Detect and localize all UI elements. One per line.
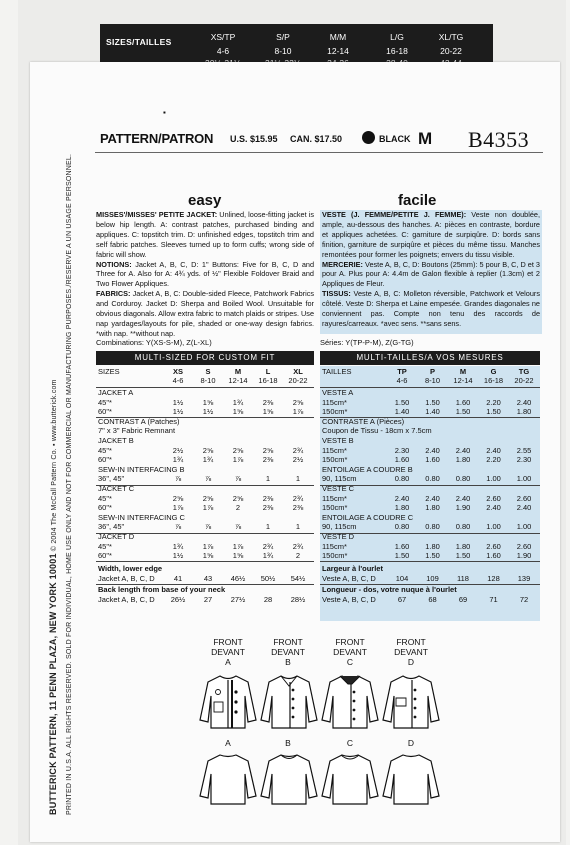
table-cell: 1.90: [455, 503, 471, 513]
fabrics-text: Jacket A, B, C: Double-sided Fleece, Patchwork Fabrics and Corduroy. Jacket D: Sherpa and Boiled Wool. Unsuitable for obvious diagonals. Allow extra fabric to match plaids or stripes. Use nap yardages/layouts for pile, shaded or one-way design fabrics. *with nap. **without nap.: [96, 289, 314, 338]
description-fr: [320, 210, 542, 334]
table-cell: 2.55: [516, 445, 532, 455]
table-cell: 1½: [172, 407, 184, 417]
table-row-label: Coupon de Tissu - 18cm x 7.5cm: [322, 426, 432, 436]
table-cell: 1¾: [232, 397, 244, 407]
tissus-label: TISSUS:: [322, 289, 351, 299]
table-cell: 2⅝: [232, 493, 244, 503]
table-cell: 1.80: [394, 503, 410, 513]
table-cell: 1½: [202, 407, 214, 417]
table-cell: 1.90: [516, 551, 532, 561]
table-cell: 1: [265, 522, 271, 532]
devant-label: DEVANT: [271, 647, 305, 657]
size-column-header: XL: [293, 367, 303, 376]
table-row-label: ENTOILAGE A COUDRE C: [322, 512, 414, 522]
table-row-label: 7" x 3" Fabric Remnant: [98, 426, 176, 436]
back-length-label: Longueur - dos, votre nuque à l'ourlet: [322, 584, 457, 594]
table-cell: 2⅝: [202, 445, 214, 455]
table-row-label: 115cm*: [322, 541, 347, 551]
table-cell: 1.50: [455, 551, 471, 561]
table-cell: 1.40: [425, 407, 440, 417]
table-row-label: JACKET C: [98, 484, 135, 493]
jacket-a-front-illustration: [196, 672, 260, 732]
description-en: [96, 210, 314, 339]
table-cell: 2¾: [292, 493, 304, 503]
table-cell: 2.20: [486, 455, 501, 465]
table-rule: [96, 561, 314, 562]
view-c-label: [320, 637, 380, 667]
table-cell: 2: [295, 551, 301, 561]
table-cell: ⅞: [174, 474, 182, 484]
difficulty-en: easy: [188, 192, 222, 209]
table-cell: 2.40: [455, 493, 471, 503]
table-cell: 1¾: [202, 455, 214, 465]
front-label: FRONT: [273, 637, 303, 647]
table-cell: 2.40: [394, 493, 410, 503]
fabrics-label: FABRICS:: [96, 289, 131, 299]
jacket-d-back-illustration: [379, 752, 443, 808]
table-cell: 1⅞: [202, 503, 214, 513]
side-legal-text: BUTTERICK PATTERN, 11 PENN PLAZA, NEW YORK 10001 © 2004 The McCall Pattern Co. ▪ www.butterick.com PRINTED IN U.S.A. ALL RIGHTS RESERVED. SOLD FOR INDIVIDUAL, HOME USE ONLY AND NOT FOR COMMERCIAL OR MANUFACTURING PURPOSES./RESERVE A UN USAGE PERSONNEL.: [48, 125, 73, 815]
table-row-label: SEW-IN INTERFACING C: [98, 512, 185, 522]
table-cell: 28: [263, 594, 273, 604]
back-length-label: Back length from base of your neck: [98, 584, 226, 594]
table-row-label: 115cm*: [322, 493, 347, 503]
yardage-table-en: [96, 366, 314, 621]
table-cell: 46½: [230, 573, 246, 583]
table-row-label: 60"*: [98, 503, 112, 513]
table-row-label: Jacket A, B, C, D: [98, 594, 155, 604]
size-column-header: L: [265, 367, 271, 376]
table-cell: 1.80: [425, 541, 440, 551]
size-strip-range: 20-22: [440, 46, 462, 56]
size-column-header: G: [490, 367, 497, 376]
notions-label: NOTIONS:: [96, 259, 132, 269]
table-cell: 1.00: [486, 474, 501, 484]
desc-text-en: Unlined, loose-fitting jacket is below hip length. A: contrast patches, purchased binding and appliques. C: topstitch trim. D: unfinished edges, topstitch trim and self fabric patches. Sleeves turned up to form cuffs; wrong side of fabric will show.: [96, 210, 315, 259]
table-row-label: 150cm*: [322, 503, 348, 513]
size-column-range: 20-22: [288, 376, 308, 385]
table-header-label: SIZES: [98, 367, 120, 376]
table-cell: 2⅜: [262, 493, 274, 503]
view-letter: A: [225, 657, 231, 667]
table-cell: 2.40: [486, 445, 501, 455]
table-cell: 1⅞: [232, 455, 244, 465]
table-cell: 1.00: [516, 522, 532, 532]
side-copyright: © 2004 The McCall Pattern Co.: [51, 448, 58, 552]
table-cell: 1.50: [394, 397, 410, 407]
table-cell: 2⅜: [262, 455, 274, 465]
view-letter: C: [346, 657, 354, 667]
table-cell: 28½: [290, 594, 306, 604]
side-notice: PRINTED IN U.S.A. ALL RIGHTS RESERVED. SOLD FOR INDIVIDUAL, HOME USE ONLY AND NOT FOR COMMERCIAL OR MANUFACTURING PURPOSES./RESERVE A UN USAGE PERSONNEL.: [66, 153, 73, 815]
table-cell: 139: [517, 573, 531, 583]
table-row-label: CONTRAST A (Patches): [98, 416, 180, 426]
table-cell: 2⅜: [262, 503, 274, 513]
jacket-c-front-illustration: [318, 672, 382, 732]
width-label: Width, lower edge: [98, 563, 163, 573]
table-cell: 67: [397, 594, 407, 604]
front-label: FRONT: [335, 637, 365, 647]
view-letter: B: [285, 657, 291, 667]
devant-label: DEVANT: [333, 647, 367, 657]
table-row-label: 115cm*: [322, 445, 347, 455]
jacket-a-back-illustration: [196, 752, 260, 808]
size-strip-name: S/P: [276, 32, 290, 42]
table-row-label: 60"*: [98, 407, 112, 417]
table-cell: 43: [203, 573, 213, 583]
yardage-table-fr: [320, 366, 540, 621]
table-cell: 1.60: [425, 455, 440, 465]
table-row-label: ENTOILAGE A COUDRE B: [322, 464, 413, 474]
table-row-label: Veste A, B, C, D: [322, 573, 376, 583]
size-column-header: P: [429, 367, 435, 376]
table-cell: 72: [519, 594, 529, 604]
table-row-label: 150cm*: [322, 455, 348, 465]
table-cell: 0.80: [425, 474, 440, 484]
table-cell: 2⅝: [202, 493, 214, 503]
color-label: BLACK: [379, 134, 411, 144]
table-cell: 128: [487, 573, 500, 583]
size-strip-range: 8-10: [274, 46, 292, 56]
yardage-banner-fr: MULTI-TAILLES/A VOS MESURES: [320, 351, 540, 365]
size-strip-range: 16-18: [386, 46, 408, 56]
table-row-label: 90, 115cm: [322, 474, 357, 484]
table-cell: 1¾: [262, 551, 274, 561]
devant-label: DEVANT: [394, 647, 428, 657]
table-cell: 2¾: [262, 541, 274, 551]
table-row-label: 150cm*: [322, 551, 348, 561]
size-strip-range: 12-14: [327, 46, 349, 56]
header-rule: [95, 152, 543, 153]
table-cell: 1⅞: [232, 541, 244, 551]
size-column-header: M: [459, 367, 467, 376]
table-cell: 1⅞: [292, 407, 304, 417]
table-cell: 1⅝: [232, 407, 244, 417]
size-strip-name: L/G: [390, 32, 404, 42]
mercerie-label: MERCERIE:: [322, 259, 363, 269]
side-web: www.butterick.com: [51, 379, 58, 442]
table-cell: ⅞: [204, 474, 212, 484]
size-column-range: 4-6: [172, 376, 184, 385]
size-strip-range: 4-6: [216, 46, 230, 56]
combinations-en: Combinations: Y(XS-S-M), Z(L-XL): [96, 338, 212, 347]
size-column-range: 12-14: [453, 376, 473, 385]
size-column-header: M: [234, 367, 242, 376]
small-mark: ▪: [163, 108, 166, 117]
table-cell: ⅞: [234, 522, 242, 532]
table-cell: 2.60: [486, 541, 501, 551]
size-class: M: [418, 129, 433, 148]
yardage-banner-en: MULTI-SIZED FOR CUSTOM FIT: [96, 351, 314, 365]
jacket-b-front-illustration: [257, 672, 321, 732]
size-column-header: TP: [397, 367, 407, 376]
jacket-c-back-illustration: [318, 752, 382, 808]
table-cell: 2.30: [394, 445, 410, 455]
size-column-range: 20-22: [514, 376, 534, 385]
devant-label: DEVANT: [211, 647, 245, 657]
jacket-d-front-illustration: [379, 672, 443, 732]
size-column-range: 8-10: [200, 376, 216, 385]
table-row-label: SEW-IN INTERFACING B: [98, 464, 185, 474]
table-cell: 2⅝: [172, 493, 184, 503]
table-row-label: CONTRASTE A (Pièces): [322, 416, 405, 426]
table-cell: 1: [295, 474, 301, 484]
table-cell: 118: [457, 573, 469, 583]
table-cell: 1¾: [172, 541, 184, 551]
view-b-label: [258, 637, 318, 667]
size-column-range: 16-18: [258, 376, 278, 385]
table-cell: 0.80: [394, 474, 410, 484]
table-cell: 27: [203, 594, 213, 604]
table-cell: 1.50: [486, 407, 501, 417]
table-cell: ⅞: [174, 522, 182, 532]
table-cell: 1.80: [455, 541, 471, 551]
table-header-label: TAILLES: [322, 367, 352, 376]
table-row-label: 60"*: [98, 455, 112, 465]
table-cell: 1.80: [425, 503, 440, 513]
notions-text: Jacket A, B, C, D: 1" Buttons: Five for B, C, D and Three for A. Also for A: 4¾ yds. of ½" Flexible Foldover Braid and Two Flower Appliques.: [96, 259, 314, 289]
table-cell: 1⅝: [232, 551, 244, 561]
size-column-header: S: [205, 367, 211, 376]
table-cell: 1.50: [425, 551, 440, 561]
table-cell: ⅞: [204, 522, 212, 532]
view-d-label: [381, 637, 441, 667]
table-cell: 1.50: [425, 397, 440, 407]
size-strip-label: SIZES/TAILLES: [106, 37, 172, 47]
table-cell: 2¾: [292, 541, 304, 551]
table-cell: 1: [265, 474, 271, 484]
view-letter: D: [407, 657, 415, 667]
table-cell: 2.40: [455, 445, 471, 455]
size-column-range: 16-18: [483, 376, 504, 385]
size-column-header: XS: [172, 367, 183, 376]
desc-title-en: MISSES'/MISSES' PETITE JACKET:: [96, 210, 218, 219]
table-row-label: 115cm*: [322, 397, 347, 407]
color-dot-icon: [362, 131, 375, 144]
desc-text-fr: Veste non doublée, ample, au-dessous des hanches. A: pièces en contraste, bordure et appliques achetées. C: garniture de surpiqûre. D: bords sans finition, garniture de surpiqûre et pièces du même tissu. Manches remontées pour former les poignets; envers du tissu visible.: [322, 210, 540, 259]
table-cell: 1.80: [516, 407, 532, 417]
pattern-label: PATTERN/PATRON: [100, 131, 214, 146]
table-cell: 1.60: [394, 455, 410, 465]
table-row-label: 36", 45": [98, 474, 125, 484]
table-cell: 27½: [230, 594, 246, 604]
table-cell: 2.40: [425, 493, 440, 503]
table-row-label: 45"*: [98, 397, 112, 407]
table-cell: ⅞: [234, 474, 242, 484]
width-label: Largeur à l'ourlet: [322, 563, 383, 573]
table-cell: 104: [395, 573, 409, 583]
table-cell: 50½: [260, 573, 276, 583]
table-cell: 1⅝: [262, 407, 274, 417]
table-row-label: 90, 115cm: [322, 522, 357, 532]
table-cell: 2⅜: [262, 397, 274, 407]
table-row-label: JACKET A: [98, 388, 134, 397]
mercerie-text: Veste A, B, C, D: Boutons (25mm): 5 pour B, C, D et 3 pour A. Plus pour A: 4.4m de Galon flexible à replier (1.3cm) et 2 Appliques de Fleur.: [322, 259, 540, 289]
back-view-letter: D: [407, 738, 415, 748]
table-cell: 2⅝: [292, 397, 304, 407]
table-row-label: VESTE B: [322, 436, 354, 445]
difficulty-fr: facile: [398, 192, 437, 209]
tissus-text: Veste A, B, C: Molleton réversible, Patchwork et Velours côtelé. Veste D: Sherpa et Laine empesée. Grandes diagonales ne conviennent pas. Compte non tenu des raccords de rayures/carreaux. *avec sens. **sans sens.: [322, 289, 540, 328]
size-column-range: 12-14: [228, 376, 248, 385]
side-brand: BUTTERICK PATTERN, 11 PENN PLAZA, NEW YORK 10001: [48, 553, 58, 815]
pattern-code: B4353: [468, 127, 530, 152]
table-cell: 2½: [172, 445, 184, 455]
view-a-label: [198, 637, 258, 667]
table-cell: 2.40: [516, 397, 532, 407]
table-cell: 1½: [172, 551, 184, 561]
table-row-label: VESTE D: [322, 532, 355, 541]
table-cell: 1.00: [516, 474, 532, 484]
size-column-range: 8-10: [424, 376, 440, 385]
table-cell: 71: [489, 594, 498, 604]
us-price: U.S. $15.95: [230, 134, 278, 144]
table-row-label: Jacket A, B, C, D: [98, 573, 155, 583]
table-cell: 2.60: [486, 493, 501, 503]
table-row-label: 36", 45": [98, 522, 125, 532]
table-cell: 2.40: [516, 503, 532, 513]
size-strip-name: XS/TP: [210, 32, 236, 42]
table-cell: 2: [235, 503, 241, 513]
table-cell: 2⅝: [262, 445, 274, 455]
table-cell: 1.80: [455, 455, 471, 465]
size-strip-name: M/M: [329, 32, 347, 42]
table-cell: 2.20: [486, 397, 501, 407]
back-view-letter: B: [285, 738, 291, 748]
front-label: FRONT: [213, 637, 243, 647]
back-view-letter: C: [346, 738, 354, 748]
size-strip-name: XL/TG: [438, 32, 464, 42]
table-row-label: 45"*: [98, 445, 112, 455]
table-cell: 2.60: [516, 541, 532, 551]
table-cell: 0.80: [425, 522, 440, 532]
table-cell: 1⅝: [202, 551, 214, 561]
table-cell: 69: [458, 594, 468, 604]
table-cell: 2.40: [486, 503, 501, 513]
table-cell: 1.50: [455, 407, 471, 417]
table-cell: 2⅝: [232, 445, 244, 455]
table-cell: 2¾: [292, 445, 304, 455]
table-cell: 2⅜: [292, 503, 304, 513]
table-cell: 1.60: [394, 541, 410, 551]
table-cell: 26½: [170, 594, 186, 604]
desc-title-fr: VESTE (J. FEMME/PETITE J. FEMME):: [322, 210, 467, 219]
table-cell: 1.60: [455, 397, 471, 407]
size-column-header: TG: [518, 367, 530, 376]
table-cell: 1.40: [394, 407, 410, 417]
table-row-label: JACKET D: [98, 532, 135, 541]
jacket-b-back-illustration: [257, 752, 321, 808]
table-row-label: 45"*: [98, 493, 112, 503]
table-cell: 1⅞: [202, 541, 214, 551]
series-fr: Séries: Y(TP-P-M), Z(G-TG): [320, 338, 414, 347]
back-view-letter: A: [225, 738, 231, 748]
table-cell: 0.80: [455, 522, 471, 532]
table-cell: 2.30: [516, 455, 532, 465]
table-cell: 1.60: [486, 551, 501, 561]
table-rule: [320, 561, 540, 562]
table-cell: 68: [428, 594, 437, 604]
table-cell: 0.80: [394, 522, 410, 532]
table-cell: 1: [295, 522, 301, 532]
table-row-label: VESTE A: [322, 388, 354, 397]
table-cell: 109: [426, 573, 439, 583]
table-cell: 2.60: [516, 493, 532, 503]
table-cell: 0.80: [455, 474, 471, 484]
can-price: CAN. $17.50: [290, 134, 343, 144]
table-cell: 1.50: [394, 551, 410, 561]
table-row-label: VESTE C: [322, 484, 355, 493]
table-row-label: JACKET B: [98, 436, 134, 445]
table-cell: 1⅞: [172, 503, 184, 513]
table-row-label: Veste A, B, C, D: [322, 594, 376, 604]
table-cell: 1.00: [486, 522, 501, 532]
front-label: FRONT: [396, 637, 426, 647]
table-cell: 1½: [172, 397, 184, 407]
table-row-label: 45"*: [98, 541, 112, 551]
table-cell: 2.40: [425, 445, 440, 455]
table-cell: 1⅝: [202, 397, 214, 407]
table-row-label: 60"*: [98, 551, 112, 561]
table-row-label: 150cm*: [322, 407, 348, 417]
size-column-range: 4-6: [396, 376, 408, 385]
table-cell: 41: [173, 573, 183, 583]
table-cell: 54½: [290, 573, 306, 583]
table-cell: 2½: [292, 455, 304, 465]
table-cell: 1¾: [172, 455, 184, 465]
